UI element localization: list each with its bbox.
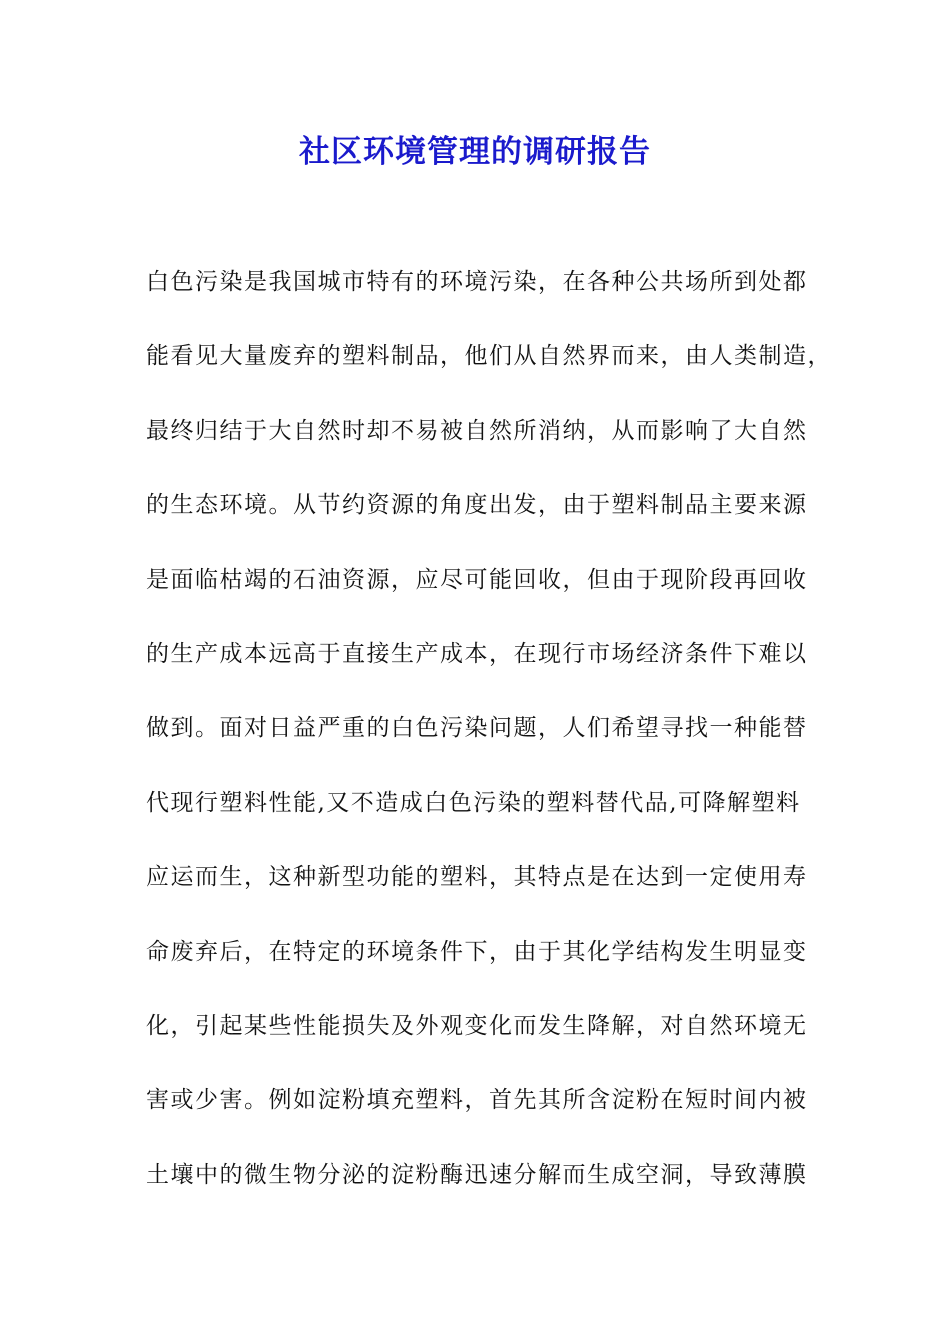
body-line: 的生产成本远高于直接生产成本，在现行市场经济条件下难以	[146, 640, 808, 667]
body-line: 害或少害。例如淀粉填充塑料，首先其所含淀粉在短时间内被	[146, 1087, 808, 1114]
body-line: 代现行塑料性能,又不造成白色污染的塑料替代品,可降解塑料	[146, 789, 801, 816]
body-line: 的生态环境。从节约资源的角度出发，由于塑料制品主要来源	[146, 492, 808, 519]
body-line: 化，引起某些性能损失及外观变化而发生降解，对自然环境无	[146, 1012, 808, 1039]
document-title: 社区环境管理的调研报告	[299, 134, 651, 170]
body-line: 是面临枯竭的石油资源，应尽可能回收，但由于现阶段再回收	[146, 566, 808, 593]
body-line: 白色污染是我国城市特有的环境污染，在各种公共场所到处都	[146, 269, 808, 295]
document-body	[146, 262, 832, 1229]
body-line: 命废弃后，在特定的环境条件下，由于其化学结构发生明显变	[146, 938, 808, 965]
body-line: 最终归结于大自然时却不易被自然所消纳，从而影响了大自然	[146, 417, 808, 444]
body-line: 做到。面对日益严重的白色污染问题，人们希望寻找一种能替	[146, 715, 808, 742]
body-line: 能看见大量废弃的塑料制品，他们从自然界而来，由人类制造，	[146, 343, 832, 370]
body-line: 应运而生，这种新型功能的塑料，其特点是在达到一定使用寿	[146, 864, 808, 891]
body-line: 土壤中的微生物分泌的淀粉酶迅速分解而生成空洞，导致薄膜	[146, 1161, 808, 1188]
